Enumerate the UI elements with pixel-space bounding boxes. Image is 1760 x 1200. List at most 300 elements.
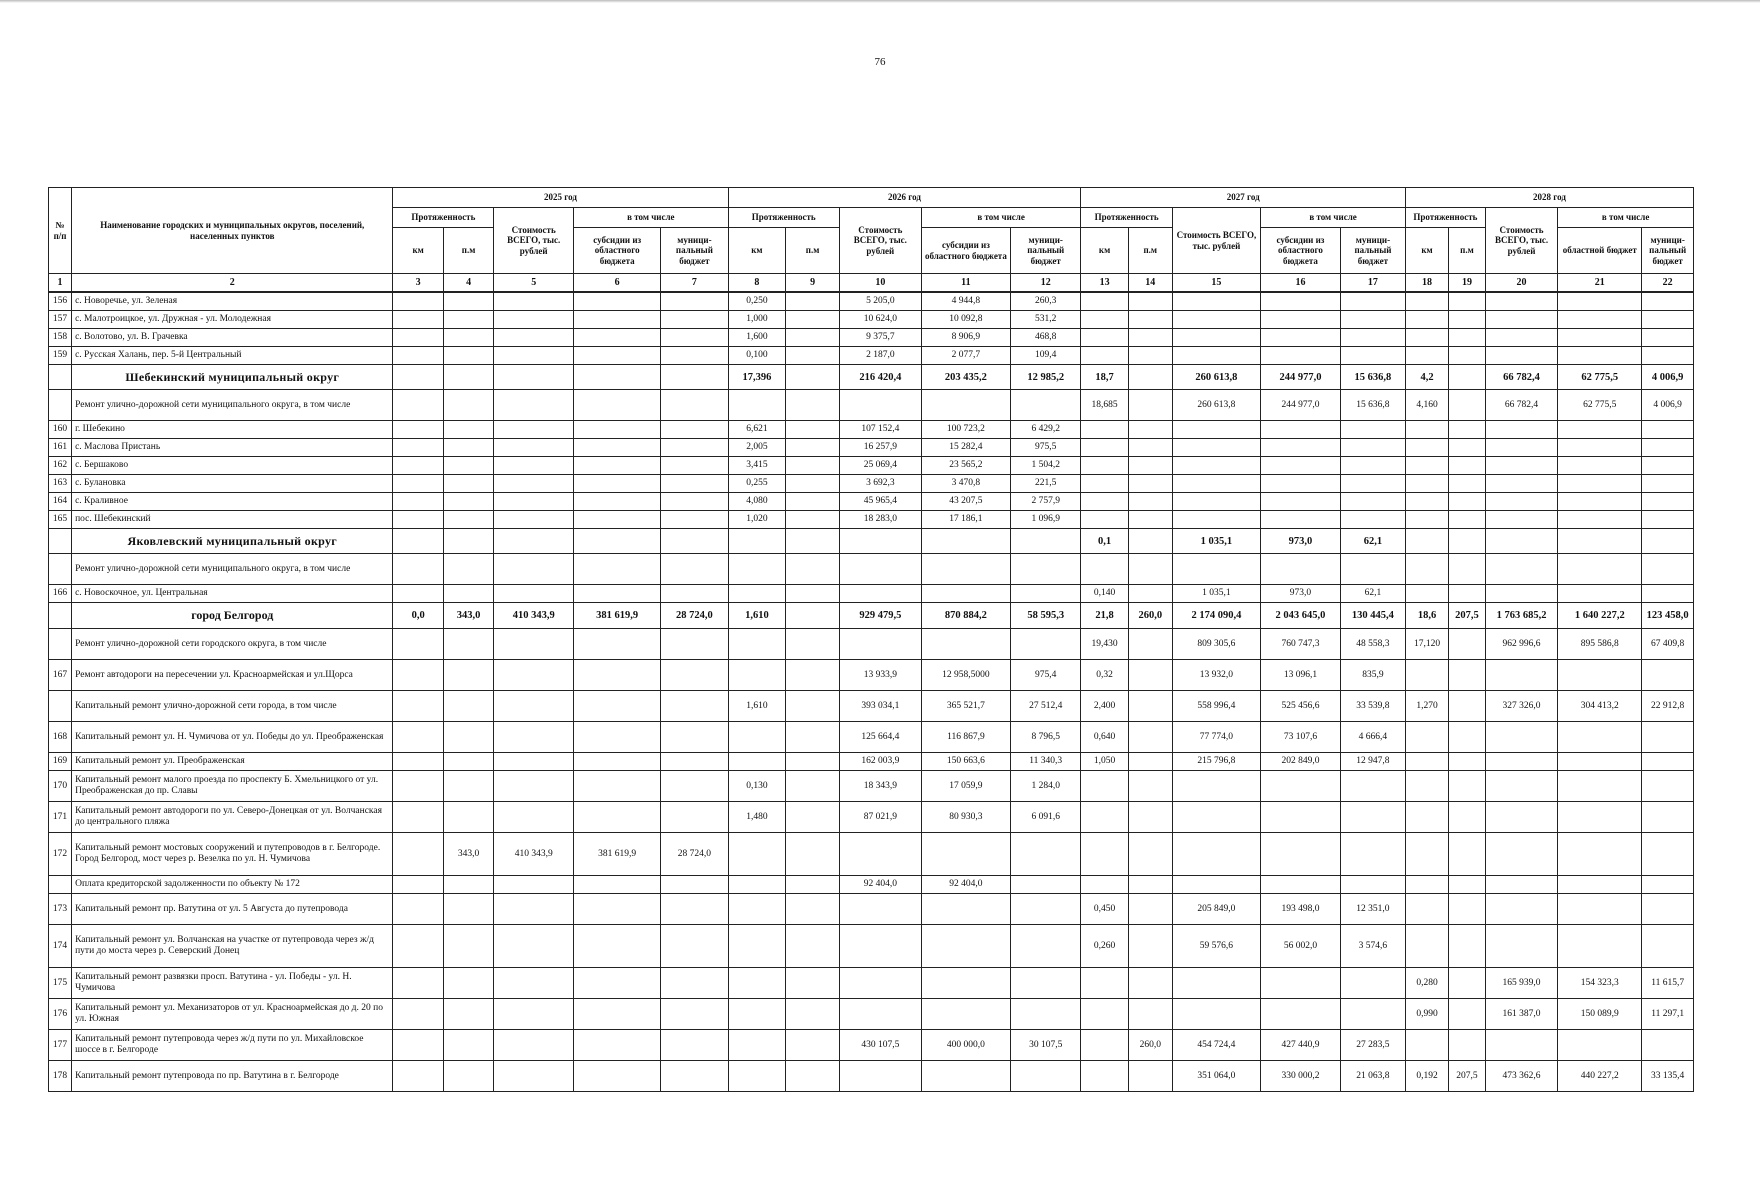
value-cell (494, 876, 574, 894)
value-cell (1558, 311, 1642, 329)
value-cell (839, 925, 921, 968)
value-cell: 4 006,9 (1642, 390, 1694, 421)
row-number: 167 (49, 660, 72, 691)
value-cell (1261, 802, 1341, 833)
value-cell (574, 493, 661, 511)
length-header: Протяженность (1406, 208, 1486, 228)
value-cell: 77 774,0 (1172, 722, 1260, 753)
value-cell (1558, 439, 1642, 457)
km-header: км (1081, 228, 1128, 274)
value-cell (1011, 833, 1081, 876)
column-index-cell: 12 (1011, 274, 1081, 293)
value-cell (574, 292, 661, 311)
value-cell: 18,6 (1406, 603, 1449, 629)
value-cell (1128, 554, 1172, 585)
value-cell: 123 458,0 (1642, 603, 1694, 629)
value-cell: 150 089,9 (1558, 999, 1642, 1030)
value-cell (786, 753, 840, 771)
value-cell (1261, 554, 1341, 585)
value-cell (1261, 511, 1341, 529)
value-cell (1081, 876, 1128, 894)
value-cell (1081, 771, 1128, 802)
value-cell (1406, 585, 1449, 603)
value-cell (1011, 925, 1081, 968)
value-cell (661, 1030, 728, 1061)
value-cell (786, 493, 840, 511)
value-cell (1128, 771, 1172, 802)
value-cell: 2 174 090,4 (1172, 603, 1260, 629)
value-cell: 11 297,1 (1642, 999, 1694, 1030)
value-cell (1340, 968, 1405, 999)
value-cell: 27 283,5 (1340, 1030, 1405, 1061)
value-cell (1340, 802, 1405, 833)
value-cell (786, 802, 840, 833)
value-cell (1558, 554, 1642, 585)
value-cell: 11 615,7 (1642, 968, 1694, 999)
value-cell (1081, 292, 1128, 311)
value-cell (1172, 457, 1260, 475)
value-cell (1558, 802, 1642, 833)
value-cell (443, 771, 493, 802)
value-cell: 0,640 (1081, 722, 1128, 753)
value-cell (786, 968, 840, 999)
km-header: км (728, 228, 786, 274)
value-cell (661, 691, 728, 722)
value-cell (1449, 833, 1486, 876)
value-cell (443, 475, 493, 493)
value-cell: 8 796,5 (1011, 722, 1081, 753)
value-cell (1172, 421, 1260, 439)
value-cell (1128, 475, 1172, 493)
table-row (49, 691, 1694, 722)
row-number: 176 (49, 999, 72, 1030)
value-cell (1485, 511, 1557, 529)
value-cell (1081, 802, 1128, 833)
value-cell: 45 965,4 (839, 493, 921, 511)
value-cell (1261, 311, 1341, 329)
value-cell (443, 894, 493, 925)
value-cell (494, 585, 574, 603)
value-cell (786, 475, 840, 493)
value-cell (1172, 493, 1260, 511)
row-name: Ремонт улично-дорожной сети муниципального округа, в том числе (72, 554, 393, 585)
table-row (49, 421, 1694, 439)
row-number: 157 (49, 311, 72, 329)
value-cell: 9 375,7 (839, 329, 921, 347)
row-name: Капитальный ремонт мостовых сооружений и путепроводов в г. Белгороде. Город Белгород, мост через р. Везелка по ул. Н. Чумичова (72, 833, 393, 876)
value-cell: 33 539,8 (1340, 691, 1405, 722)
value-cell (921, 529, 1010, 554)
col-no-header: № п/п (49, 188, 72, 274)
value-cell (393, 894, 443, 925)
value-cell (1128, 329, 1172, 347)
value-cell: 21,8 (1081, 603, 1128, 629)
value-cell (1340, 876, 1405, 894)
budget-table-sheet (48, 187, 1694, 1092)
value-cell: 365 521,7 (921, 691, 1010, 722)
value-cell (1449, 691, 1486, 722)
value-cell: 6,621 (728, 421, 786, 439)
value-cell (1261, 968, 1341, 999)
value-cell (1172, 439, 1260, 457)
value-cell: 975,5 (1011, 439, 1081, 457)
value-cell (1081, 1030, 1128, 1061)
value-cell (786, 511, 840, 529)
value-cell: 13 096,1 (1261, 660, 1341, 691)
value-cell (1449, 439, 1486, 457)
km-header: км (1406, 228, 1449, 274)
value-cell (1558, 292, 1642, 311)
value-cell (494, 365, 574, 390)
value-cell (443, 529, 493, 554)
value-cell (786, 603, 840, 629)
value-cell (574, 802, 661, 833)
value-cell (1449, 475, 1486, 493)
value-cell (443, 660, 493, 691)
value-cell: 150 663,6 (921, 753, 1010, 771)
row-number: 172 (49, 833, 72, 876)
value-cell: 154 323,3 (1558, 968, 1642, 999)
value-cell (1485, 894, 1557, 925)
value-cell (1340, 771, 1405, 802)
value-cell: 18 283,0 (839, 511, 921, 529)
table-row (49, 660, 1694, 691)
value-cell (1558, 421, 1642, 439)
value-cell: 0,450 (1081, 894, 1128, 925)
value-cell (494, 390, 574, 421)
value-cell (1128, 925, 1172, 968)
value-cell (494, 660, 574, 691)
value-cell (728, 968, 786, 999)
value-cell (1642, 292, 1694, 311)
row-name: Капитальный ремонт путепровода через ж/д пути по ул. Михайловское шоссе в г. Белгороде (72, 1030, 393, 1061)
value-cell (1449, 554, 1486, 585)
value-cell (839, 554, 921, 585)
value-cell (661, 475, 728, 493)
value-cell (661, 365, 728, 390)
value-cell (728, 753, 786, 771)
value-cell (1128, 457, 1172, 475)
value-cell: 2 043 645,0 (1261, 603, 1341, 629)
value-cell (574, 691, 661, 722)
value-cell: 43 207,5 (921, 493, 1010, 511)
value-cell: 0,192 (1406, 1061, 1449, 1092)
row-name: с. Новоречье, ул. Зеленая (72, 292, 393, 311)
value-cell (661, 292, 728, 311)
value-cell: 5 205,0 (839, 292, 921, 311)
value-cell (1406, 439, 1449, 457)
value-cell: 3,415 (728, 457, 786, 475)
row-number: 170 (49, 771, 72, 802)
value-cell: 59 576,6 (1172, 925, 1260, 968)
value-cell (574, 1061, 661, 1092)
value-cell: 0,0 (393, 603, 443, 629)
value-cell (1340, 292, 1405, 311)
value-cell (1011, 529, 1081, 554)
value-cell (1449, 771, 1486, 802)
column-index-cell: 13 (1081, 274, 1128, 293)
row-number: 177 (49, 1030, 72, 1061)
value-cell: 4,160 (1406, 390, 1449, 421)
value-cell (1449, 876, 1486, 894)
value-cell (1558, 925, 1642, 968)
value-cell (839, 894, 921, 925)
value-cell: 1,270 (1406, 691, 1449, 722)
value-cell (1558, 1030, 1642, 1061)
row-name: с. Волотово, ул. В. Грачевка (72, 329, 393, 347)
value-cell (494, 475, 574, 493)
value-cell (1172, 833, 1260, 876)
value-cell: 16 257,9 (839, 439, 921, 457)
value-cell (1642, 660, 1694, 691)
value-cell: 760 747,3 (1261, 629, 1341, 660)
value-cell (728, 390, 786, 421)
value-cell (443, 925, 493, 968)
value-cell: 87 021,9 (839, 802, 921, 833)
table-row (49, 493, 1694, 511)
value-cell (1081, 475, 1128, 493)
value-cell (786, 311, 840, 329)
value-cell (786, 925, 840, 968)
table-row (49, 511, 1694, 529)
value-cell (1558, 660, 1642, 691)
value-cell (1642, 802, 1694, 833)
value-cell: 0,280 (1406, 968, 1449, 999)
value-cell (1485, 457, 1557, 475)
value-cell (728, 1061, 786, 1092)
value-cell: 216 420,4 (839, 365, 921, 390)
column-index-cell: 1 (49, 274, 72, 293)
value-cell (443, 390, 493, 421)
value-cell: 973,0 (1261, 585, 1341, 603)
value-cell (1485, 311, 1557, 329)
row-number: 156 (49, 292, 72, 311)
value-cell (1081, 833, 1128, 876)
value-cell: 205 849,0 (1172, 894, 1260, 925)
table-row (49, 347, 1694, 365)
value-cell: 2 757,9 (1011, 493, 1081, 511)
value-cell: 0,100 (728, 347, 786, 365)
pm-header: п.м (1449, 228, 1486, 274)
value-cell (1011, 876, 1081, 894)
value-cell (1558, 585, 1642, 603)
year-2028-header: 2028 год (1406, 188, 1694, 208)
subsidy-header: субсидии из областного бюджета (1261, 228, 1341, 274)
value-cell: 351 064,0 (1172, 1061, 1260, 1092)
value-cell: 343,0 (443, 833, 493, 876)
row-name: Шебекинский муниципальный округ (72, 365, 393, 390)
value-cell (1340, 475, 1405, 493)
row-name: Яковлевский муниципальный округ (72, 529, 393, 554)
value-cell (728, 876, 786, 894)
value-cell (728, 894, 786, 925)
value-cell (1340, 329, 1405, 347)
year-2025-header: 2025 год (393, 188, 728, 208)
value-cell: 62 775,5 (1558, 390, 1642, 421)
value-cell (494, 311, 574, 329)
value-cell: 410 343,9 (494, 603, 574, 629)
value-cell (574, 529, 661, 554)
value-cell (661, 876, 728, 894)
value-cell: 80 930,3 (921, 802, 1010, 833)
value-cell (574, 311, 661, 329)
value-cell: 3 692,3 (839, 475, 921, 493)
value-cell (1172, 802, 1260, 833)
cost-header: Стоимость ВСЕГО, тыс. рублей (839, 208, 921, 274)
value-cell (574, 329, 661, 347)
value-cell (1261, 475, 1341, 493)
value-cell: 3 470,8 (921, 475, 1010, 493)
value-cell (1485, 529, 1557, 554)
value-cell (494, 439, 574, 457)
value-cell (921, 968, 1010, 999)
value-cell (661, 802, 728, 833)
length-header: Протяженность (728, 208, 839, 228)
value-cell: 381 619,9 (574, 833, 661, 876)
length-header: Протяженность (1081, 208, 1172, 228)
value-cell (661, 999, 728, 1030)
value-cell (1485, 660, 1557, 691)
value-cell (1558, 894, 1642, 925)
value-cell (494, 292, 574, 311)
value-cell (1128, 999, 1172, 1030)
value-cell (393, 1030, 443, 1061)
value-cell (393, 554, 443, 585)
value-cell (1642, 493, 1694, 511)
value-cell: 2 077,7 (921, 347, 1010, 365)
value-cell (661, 554, 728, 585)
value-cell: 66 782,4 (1485, 365, 1557, 390)
value-cell: 100 723,2 (921, 421, 1010, 439)
value-cell: 215 796,8 (1172, 753, 1260, 771)
table-row (49, 968, 1694, 999)
value-cell: 15 636,8 (1340, 390, 1405, 421)
value-cell: 4,080 (728, 493, 786, 511)
value-cell (839, 585, 921, 603)
value-cell (1261, 329, 1341, 347)
column-index-cell: 22 (1642, 274, 1694, 293)
row-number (49, 390, 72, 421)
value-cell (393, 439, 443, 457)
value-cell (661, 390, 728, 421)
row-number (49, 629, 72, 660)
value-cell (1128, 311, 1172, 329)
value-cell (786, 554, 840, 585)
row-name: Капитальный ремонт ул. Механизаторов от ул. Красноармейская до д. 20 по ул. Южная (72, 999, 393, 1030)
value-cell (1485, 1030, 1557, 1061)
value-cell (443, 311, 493, 329)
value-cell (1449, 390, 1486, 421)
value-cell (728, 585, 786, 603)
value-cell (786, 329, 840, 347)
value-cell (1261, 421, 1341, 439)
value-cell (1642, 554, 1694, 585)
value-cell (1558, 511, 1642, 529)
value-cell (1449, 329, 1486, 347)
value-cell: 6 429,2 (1011, 421, 1081, 439)
value-cell (443, 691, 493, 722)
value-cell: 525 456,6 (1261, 691, 1341, 722)
value-cell (1642, 585, 1694, 603)
value-cell (839, 999, 921, 1030)
value-cell (1011, 629, 1081, 660)
value-cell (786, 365, 840, 390)
row-number: 165 (49, 511, 72, 529)
value-cell (1449, 493, 1486, 511)
value-cell (393, 457, 443, 475)
value-cell (839, 529, 921, 554)
row-number: 166 (49, 585, 72, 603)
value-cell: 130 445,4 (1340, 603, 1405, 629)
value-cell (1485, 439, 1557, 457)
value-cell (728, 529, 786, 554)
value-cell (443, 802, 493, 833)
row-number: 159 (49, 347, 72, 365)
value-cell (1011, 968, 1081, 999)
row-number (49, 554, 72, 585)
value-cell (661, 753, 728, 771)
table-row (49, 457, 1694, 475)
municipal-header: муници-пальный бюджет (1340, 228, 1405, 274)
value-cell: 162 003,9 (839, 753, 921, 771)
value-cell: 17,396 (728, 365, 786, 390)
value-cell (1261, 771, 1341, 802)
table-row (49, 554, 1694, 585)
pm-header: п.м (786, 228, 840, 274)
value-cell (494, 1061, 574, 1092)
value-cell: 58 595,3 (1011, 603, 1081, 629)
value-cell (1128, 691, 1172, 722)
row-name: Капитальный ремонт улично-дорожной сети города, в том числе (72, 691, 393, 722)
value-cell (661, 421, 728, 439)
value-cell (728, 925, 786, 968)
value-cell (574, 771, 661, 802)
value-cell: 400 000,0 (921, 1030, 1010, 1061)
value-cell (393, 292, 443, 311)
value-cell (393, 585, 443, 603)
value-cell (1172, 999, 1260, 1030)
column-index-cell: 8 (728, 274, 786, 293)
value-cell (786, 833, 840, 876)
value-cell: 1 763 685,2 (1485, 603, 1557, 629)
value-cell: 260,0 (1128, 1030, 1172, 1061)
incl-header: в том числе (1558, 208, 1694, 228)
column-index-cell: 10 (839, 274, 921, 293)
value-cell: 304 413,2 (1558, 691, 1642, 722)
value-cell: 327 326,0 (1485, 691, 1557, 722)
row-number: 173 (49, 894, 72, 925)
value-cell (1128, 421, 1172, 439)
value-cell: 929 479,5 (839, 603, 921, 629)
value-cell: 66 782,4 (1485, 390, 1557, 421)
value-cell: 6 091,6 (1011, 802, 1081, 833)
value-cell: 67 409,8 (1642, 629, 1694, 660)
value-cell (1642, 347, 1694, 365)
year-2026-header: 2026 год (728, 188, 1081, 208)
value-cell (1558, 493, 1642, 511)
value-cell (786, 292, 840, 311)
value-cell (728, 629, 786, 660)
value-cell (494, 753, 574, 771)
value-cell (728, 999, 786, 1030)
value-cell (1261, 457, 1341, 475)
value-cell (1128, 365, 1172, 390)
value-cell (1340, 439, 1405, 457)
value-cell: 1 035,1 (1172, 585, 1260, 603)
value-cell (443, 511, 493, 529)
value-cell (1406, 876, 1449, 894)
table-row (49, 753, 1694, 771)
